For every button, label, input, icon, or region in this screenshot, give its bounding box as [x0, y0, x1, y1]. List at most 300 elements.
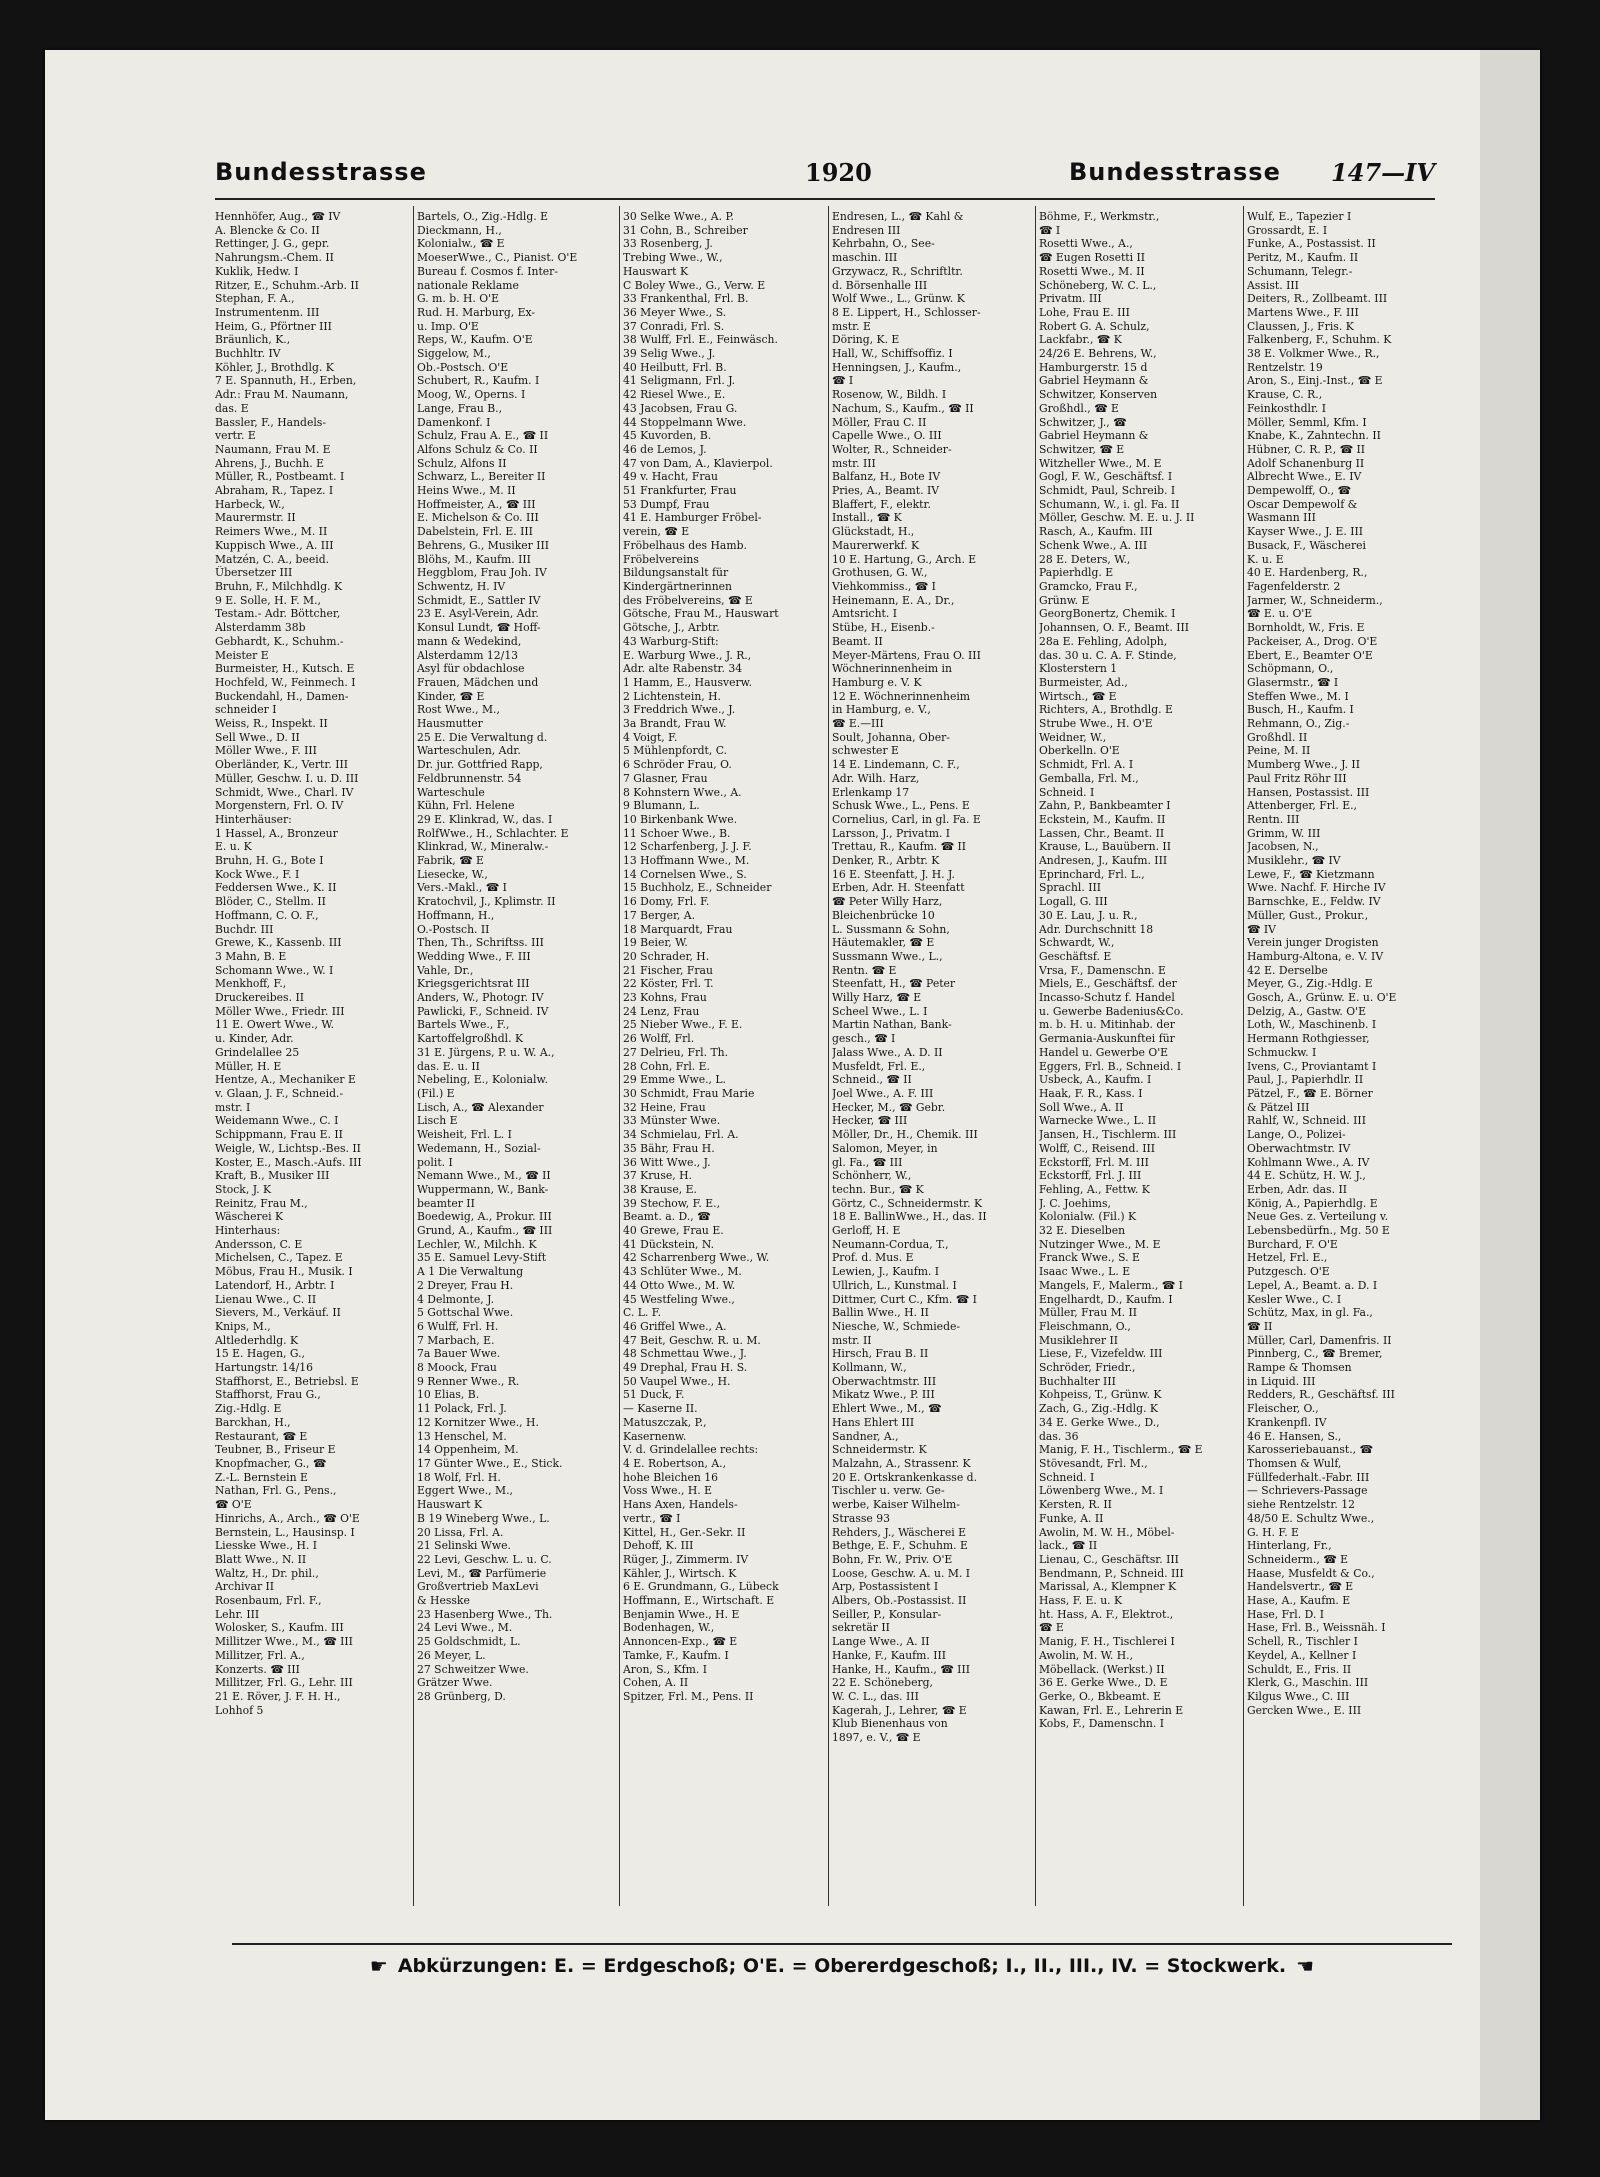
- directory-entry: Sievers, M., Verkäuf. II: [215, 1306, 341, 1320]
- directory-entry: Attenberger, Frl. E.,: [1247, 799, 1357, 813]
- directory-entry: Warteschulen, Adr.: [417, 744, 521, 758]
- directory-entry: Lewien, J., Kaufm. I: [832, 1265, 940, 1279]
- directory-entry: Niesche, W., Schmiede-: [832, 1319, 961, 1333]
- directory-entry: Gosch, A., Grünw. E. u. O'E: [1247, 991, 1397, 1005]
- directory-entry: 12 Kornitzer Wwe., H.: [417, 1415, 539, 1429]
- directory-entry: Bildungsanstalt für: [623, 566, 729, 580]
- directory-entry: C. L. F.: [623, 1306, 662, 1320]
- directory-entry: Millitzer, Frl. G., Lehr. III: [215, 1676, 353, 1690]
- directory-entry: Jarmer, W., Schneiderm.,: [1247, 593, 1383, 607]
- directory-entry: Kayser Wwe., J. E. III: [1247, 525, 1364, 539]
- directory-entry: Klosterstern 1: [1039, 662, 1118, 676]
- directory-entry: Reimers Wwe., M. II: [215, 525, 328, 539]
- directory-entry: Görtz, C., Schneidermstr. K: [832, 1196, 983, 1210]
- directory-entry: Steenfatt, H., ☎ Peter: [832, 977, 956, 991]
- directory-entry: Müller, Frau M. II: [1039, 1306, 1138, 1320]
- directory-entry: C Boley Wwe., G., Verw. E: [623, 278, 766, 292]
- directory-entry: 23 Kohns, Frau: [623, 991, 707, 1005]
- directory-entry: 2 Lichtenstein, H.: [623, 689, 721, 703]
- directory-entry: G. m. b. H. O'E: [417, 292, 499, 306]
- directory-entry: Kagerah, J., Lehrer, ☎ E: [832, 1703, 967, 1717]
- directory-entry: Reps, W., Kaufm. O'E: [417, 333, 533, 347]
- directory-entry: Rahlf, W., Schneid. III: [1247, 1114, 1366, 1128]
- directory-entry: Annoncen-Exp., ☎ E: [623, 1635, 738, 1649]
- directory-entry: Kindergärtnerinnen: [623, 579, 732, 593]
- directory-entry: Kratochvil, J., Kplimstr. II: [417, 895, 556, 909]
- directory-entry: Bornholdt, W., Fris. E: [1247, 621, 1365, 635]
- directory-entry: Lohhof 5: [215, 1703, 264, 1717]
- directory-entry: Zahn, P., Bankbeamter I: [1039, 799, 1171, 813]
- directory-entry: gesch., ☎ I: [832, 1032, 896, 1046]
- directory-entry: maschin. III: [832, 251, 898, 265]
- directory-entry: Buckendahl, H., Damen-: [215, 689, 349, 703]
- directory-entry: Lassen, Chr., Beamt. II: [1039, 826, 1165, 840]
- directory-entry: Gabriel Heymann &: [1039, 429, 1149, 443]
- directory-entry: Möller, Dr., H., Chemik. III: [832, 1128, 978, 1142]
- directory-entry: Hanke, F., Kaufm. III: [832, 1648, 947, 1662]
- column-divider: [619, 206, 620, 1906]
- directory-entry: Nathan, Frl. G., Pens.,: [215, 1484, 337, 1498]
- directory-entry: Schulz, Alfons II: [417, 456, 507, 470]
- directory-entry: Falkenberg, F., Schuhm. K: [1247, 333, 1392, 347]
- directory-entry: Adr. Wilh. Harz,: [832, 771, 920, 785]
- directory-entry: Putzgesch. O'E: [1247, 1265, 1330, 1279]
- directory-entry: Grätzer Wwe.: [417, 1676, 493, 1690]
- directory-entry: Seiller, P., Konsular-: [832, 1607, 942, 1621]
- directory-entry: Fröbelvereins: [623, 552, 699, 566]
- directory-entry: 20 Lissa, Frl. A.: [417, 1525, 504, 1539]
- directory-entry: Feldbrunnenstr. 54: [417, 771, 522, 785]
- directory-entry: 22 Levi, Geschw. L. u. C.: [417, 1552, 552, 1566]
- directory-entry: Möbellack. (Werkst.) II: [1039, 1662, 1165, 1676]
- directory-entry: 9 E. Solle, H. F. M.,: [215, 593, 321, 607]
- directory-entry: Hausmutter: [417, 717, 483, 731]
- directory-entry: Dieckmann, H.,: [417, 223, 502, 237]
- directory-entry: Müller, R., Postbeamt. I: [215, 470, 345, 484]
- directory-entry: Sandner, A.,: [832, 1429, 899, 1443]
- directory-entry: mstr. I: [215, 1100, 251, 1114]
- directory-entry: lack., ☎ II: [1039, 1539, 1098, 1553]
- directory-entry: in Hamburg, e. V.,: [832, 703, 931, 717]
- directory-entry: ☎ Peter Willy Harz,: [832, 895, 943, 909]
- directory-entry: 28 Cohn, Frl. E.: [623, 1059, 710, 1073]
- directory-entry: Adr. Durchschnitt 18: [1039, 922, 1154, 936]
- directory-entry: Füllfederhalt.-Fabr. III: [1247, 1470, 1370, 1484]
- directory-entry: 20 Schrader, H.: [623, 949, 710, 963]
- directory-entry: Hall, W., Schiffsoffiz. I: [832, 347, 953, 361]
- directory-entry: Pätzel, F., ☎ E. Börner: [1247, 1087, 1373, 1100]
- directory-entry: Larsson, J., Privatm. I: [832, 826, 951, 840]
- directory-entry: Mangels, F., Malerm., ☎ I: [1039, 1278, 1183, 1292]
- directory-entry: Gabriel Heymann &: [1039, 374, 1149, 388]
- directory-entry: Blöhs, M., Kaufm. III: [417, 552, 531, 566]
- directory-entry: 42 E. Derselbe: [1247, 963, 1328, 977]
- page-header: [215, 158, 1435, 196]
- directory-entry: V. d. Grindelallee rechts:: [623, 1443, 759, 1457]
- directory-entry: Moog, W., Operns. I: [417, 388, 526, 402]
- directory-entry: 21 E. Röver, J. F. H. H.,: [215, 1689, 341, 1703]
- directory-entry: Capelle Wwe., O. III: [832, 429, 942, 443]
- directory-entry: hohe Bleichen 16: [623, 1470, 718, 1484]
- directory-entry: Musiklehr., ☎ IV: [1247, 854, 1341, 868]
- directory-entry: 17 Berger, A.: [623, 908, 696, 922]
- directory-entry: Packeiser, A., Drog. O'E: [1247, 634, 1378, 648]
- directory-entry: K. u. E: [1247, 552, 1284, 566]
- directory-entry: nationale Reklame: [417, 278, 519, 292]
- directory-entry: 7 E. Spannuth, H., Erben,: [215, 374, 357, 388]
- directory-entry: Gebhardt, K., Schuhm.-: [215, 634, 344, 648]
- directory-entry: Matzén, C. A., beeid.: [215, 552, 330, 566]
- directory-entry: Kittel, H., Ger.-Sekr. II: [623, 1525, 746, 1539]
- directory-entry: 12 E. Wöchnerinnenheim: [832, 689, 971, 703]
- directory-entry: 33 Frankenthal, Frl. B.: [623, 292, 749, 306]
- directory-entry: Kehrbahn, O., See-: [832, 237, 935, 251]
- directory-entry: Knips, M.,: [215, 1319, 271, 1333]
- directory-entry: Liese, F., Vizefeldw. III: [1039, 1347, 1163, 1361]
- directory-entry: 15 Buchholz, E., Schneider: [623, 881, 772, 895]
- directory-entry: Schubert, R., Kaufm. I: [417, 374, 540, 388]
- pointing-hand-right-icon: ☚: [1296, 1954, 1315, 1978]
- directory-entry: Alsterdamm 12/13: [417, 648, 519, 662]
- directory-entry: Redders, R., Geschäftsf. III: [1247, 1388, 1395, 1402]
- directory-entry: Vrsa, F., Damenschn. E: [1039, 963, 1166, 977]
- directory-entry: Ebert, E., Beamter O'E: [1247, 648, 1373, 662]
- directory-entry: Sell Wwe., D. II: [215, 730, 300, 744]
- directory-entry: Kersten, R. II: [1039, 1498, 1112, 1512]
- directory-entry: Hamburg e. V. K: [832, 675, 922, 689]
- directory-entry: Blaffert, F., elektr.: [832, 497, 931, 511]
- directory-entry: 29 E. Klinkrad, W., das. I: [417, 812, 553, 826]
- directory-entry: Rosenow, W., Bildh. I: [832, 388, 947, 402]
- directory-entry: Alsterdamm 38b: [215, 621, 306, 635]
- directory-entry: (Fil.) E: [417, 1087, 455, 1100]
- directory-entry: Deiters, R., Zollbeamt. III: [1247, 292, 1388, 306]
- directory-entry: Hecker, ☎ III: [832, 1114, 908, 1128]
- directory-entry: 24 Lenz, Frau: [623, 1004, 700, 1018]
- directory-entry: Schwitzer, J., ☎: [1039, 415, 1127, 429]
- directory-entry: in Liquid. III: [1247, 1374, 1316, 1388]
- directory-entry: ☎ E.—III: [832, 717, 884, 731]
- directory-entry: 49 v. Hacht, Frau: [623, 470, 718, 484]
- directory-entry: Schneidermstr. K: [832, 1443, 927, 1457]
- directory-entry: Weidemann Wwe., C. I: [215, 1114, 339, 1128]
- directory-entry: Kinder, ☎ E: [417, 689, 485, 703]
- directory-entry: Paul, J., Papierhdlr. II: [1247, 1073, 1364, 1087]
- directory-entry: Salomon, Meyer, in: [832, 1141, 938, 1155]
- directory-entry: Barnschke, E., Feldw. IV: [1247, 895, 1381, 909]
- directory-entry: Kollmann, W.,: [832, 1361, 907, 1375]
- directory-entry: Löwenberg Wwe., M. I: [1039, 1484, 1164, 1498]
- directory-entry: Köhler, J., Brothdlg. K: [215, 360, 334, 374]
- directory-entry: das. 36: [1039, 1429, 1079, 1443]
- directory-entry: ☎ O'E: [215, 1498, 252, 1512]
- directory-entry: sekretär II: [832, 1621, 890, 1635]
- directory-entry: Kock Wwe., F. I: [215, 867, 300, 881]
- directory-entry: Schwitzer, ☎ E: [1039, 442, 1125, 456]
- directory-entry: Feddersen Wwe., K. II: [215, 881, 337, 895]
- directory-entry: Altlederhdlg. K: [215, 1333, 299, 1347]
- directory-entry: 18 Marquardt, Frau: [623, 922, 733, 936]
- directory-entry: Steffen Wwe., M. I: [1247, 689, 1349, 703]
- directory-entry: Bernstein, L., Hausinsp. I: [215, 1525, 355, 1539]
- directory-entry: Grewe, K., Kassenb. III: [215, 936, 342, 950]
- directory-entry: L. Sussmann & Sohn,: [832, 922, 950, 936]
- directory-entry: Schuldt, E., Fris. II: [1247, 1662, 1352, 1676]
- directory-entry: Jacobsen, N.,: [1247, 840, 1319, 854]
- directory-entry: 33 Rosenberg, J.: [623, 237, 713, 251]
- directory-entry: 44 Otto Wwe., M. W.: [623, 1278, 736, 1292]
- directory-entry: Hennhöfer, Aug., ☎ IV: [215, 210, 341, 223]
- directory-entry: — Schrievers-Passage: [1247, 1484, 1368, 1498]
- directory-entry: Assist. III: [1247, 278, 1299, 292]
- directory-entry: Hinterhäuser:: [215, 812, 292, 826]
- directory-entry: 17 Günter Wwe., E., Stick.: [417, 1456, 563, 1470]
- directory-entry: 40 E. Hardenberg, R.,: [1247, 566, 1368, 580]
- directory-entry: Weiss, R., Inspekt. II: [215, 717, 328, 731]
- directory-entry: Fehling, A., Fettw. K: [1039, 1182, 1150, 1196]
- directory-entry: Sussmann Wwe., L.,: [832, 949, 943, 963]
- directory-entry: Nachum, S., Kaufm., ☎ II: [832, 401, 974, 415]
- directory-entry: schwester E: [832, 744, 899, 758]
- directory-entry: techn. Bur., ☎ K: [832, 1182, 924, 1196]
- directory-entry: Manig, F. H., Tischlerm., ☎ E: [1039, 1443, 1203, 1457]
- directory-entry: Loth, W., Maschinenb. I: [1247, 1018, 1377, 1032]
- directory-entry: Andersson, C. E: [215, 1237, 303, 1251]
- directory-entry: Bendmann, P., Schneid. III: [1039, 1566, 1184, 1580]
- directory-entry: Peine, M. II: [1247, 744, 1311, 758]
- directory-entry: Bohn, Fr. W., Priv. O'E: [832, 1552, 953, 1566]
- directory-entry: Lackfabr., ☎ K: [1039, 333, 1122, 347]
- directory-entry: 7a Bauer Wwe.: [417, 1347, 501, 1361]
- directory-column-1: [215, 210, 411, 1910]
- directory-entry: Fleischmann, O.,: [1039, 1319, 1131, 1333]
- directory-entry: Eckstorff, Frl. M. III: [1039, 1155, 1149, 1169]
- directory-entry: Scheel Wwe., L. I: [832, 1004, 928, 1018]
- directory-entry: Eggert Wwe., M.,: [417, 1484, 513, 1498]
- directory-entry: 10 Elias, B.: [417, 1388, 480, 1402]
- directory-entry: 39 Stechow, F. E.,: [623, 1196, 721, 1210]
- directory-entry: Gramcko, Frau F.,: [1039, 579, 1138, 593]
- directory-entry: 6 Schröder Frau, O.: [623, 758, 732, 772]
- directory-entry: Bruhn, F., Milchhdlg. K: [215, 579, 343, 593]
- directory-entry: Lisch, A., ☎ Alexander: [417, 1100, 544, 1114]
- directory-entry: Hirsch, Frau B. II: [832, 1347, 929, 1361]
- directory-entry: Papierhdlg. E: [1039, 566, 1114, 580]
- directory-entry: Witzheller Wwe., M. E: [1039, 456, 1162, 470]
- directory-entry: Götsche, J., Arbtr.: [623, 621, 720, 635]
- directory-entry: Krause, C. R.,: [1247, 388, 1323, 402]
- directory-entry: Schmidt, Wwe., Charl. IV: [215, 785, 354, 799]
- directory-entry: Schneid., ☎ II: [832, 1073, 912, 1087]
- directory-entry: Z.-L. Bernstein E: [215, 1470, 308, 1484]
- directory-entry: Handelsvertr., ☎ E: [1247, 1580, 1354, 1594]
- directory-entry: v. Glaan, J. F., Schneid.-: [215, 1087, 344, 1100]
- directory-entry: Bruhn, H. G., Bote I: [215, 854, 324, 868]
- directory-entry: mstr. E: [832, 319, 871, 333]
- directory-entry: Barckhan, H.,: [215, 1415, 291, 1429]
- directory-entry: Waltz, H., Dr. phil.,: [215, 1566, 319, 1580]
- directory-entry: schneider I: [215, 703, 277, 717]
- directory-entry: 25 Goldschmidt, L.: [417, 1635, 521, 1649]
- directory-entry: O.-Postsch. II: [417, 922, 490, 936]
- directory-entry: 39 Selig Wwe., J.: [623, 347, 716, 361]
- directory-entry: Großhdl., ☎ E: [1039, 401, 1119, 415]
- column-divider: [1035, 206, 1036, 1906]
- directory-entry: Stock, J. K: [215, 1182, 272, 1196]
- directory-entry: Nutzinger Wwe., M. E: [1039, 1237, 1161, 1251]
- directory-entry: 9 Blumann, L.: [623, 799, 700, 813]
- directory-entry: 10 E. Hartung, G., Arch. E: [832, 552, 977, 566]
- directory-entry: Kohpeiss, T., Grünw. K: [1039, 1388, 1162, 1402]
- directory-entry: Mikatz Wwe., P. III: [832, 1388, 935, 1402]
- directory-entry: Kasernenw.: [623, 1429, 687, 1443]
- directory-entry: Archivar II: [215, 1580, 275, 1594]
- directory-entry: Dabelstein, Frl. E. III: [417, 525, 533, 539]
- directory-entry: Fagenfelderstr. 2: [1247, 579, 1341, 593]
- directory-entry: Adolf Schanenburg II: [1247, 456, 1365, 470]
- directory-entry: Schwarz, L., Bereiter II: [417, 470, 546, 484]
- directory-entry: Pinnberg, C., ☎ Bremer,: [1247, 1347, 1383, 1361]
- directory-entry: 44 Stoppelmann Wwe.: [623, 415, 747, 429]
- directory-entry: Jansen, H., Tischlerm. III: [1039, 1128, 1177, 1142]
- directory-entry: Knopfmacher, G., ☎: [215, 1456, 327, 1470]
- directory-entry: 50 Vaupel Wwe., H.: [623, 1374, 731, 1388]
- directory-entry: Kühn, Frl. Helene: [417, 799, 515, 813]
- directory-entry: Malzahn, A., Strassenr. K: [832, 1456, 971, 1470]
- directory-entry: Erben, Adr. H. Steenfatt: [832, 881, 965, 895]
- directory-entry: 51 Frankfurter, Frau: [623, 484, 737, 498]
- directory-entry: Bartels, O., Zig.-Hdlg. E: [417, 210, 549, 223]
- directory-entry: Schusk Wwe., L., Pens. E: [832, 799, 970, 813]
- directory-entry: Burchard, F. O'E: [1247, 1237, 1338, 1251]
- directory-entry: vertr. E: [215, 429, 256, 443]
- directory-entry: Rehmann, O., Zig.-: [1247, 717, 1350, 731]
- directory-entry: Pawlicki, F., Schneid. IV: [417, 1004, 549, 1018]
- directory-entry: 27 Delrieu, Frl. Th.: [623, 1045, 729, 1059]
- pointing-hand-left-icon: ☛: [369, 1954, 388, 1978]
- directory-entry: 38 Wulff, Frl. E., Feinwäsch.: [623, 333, 778, 347]
- directory-entry: Denker, R., Arbtr. K: [832, 854, 940, 868]
- directory-entry: 47 Beit, Geschw. R. u. M.: [623, 1333, 761, 1347]
- directory-entry: Trebing Wwe., W.,: [623, 251, 723, 265]
- directory-entry: Großvertrieb MaxLevi: [417, 1580, 539, 1594]
- directory-entry: Amtsricht. I: [832, 607, 897, 621]
- directory-entry: Fleischer, O.,: [1247, 1402, 1319, 1416]
- directory-entry: u. Imp. O'E: [417, 319, 479, 333]
- directory-entry: Wuppermann, W., Bank-: [417, 1182, 549, 1196]
- directory-entry: Böhme, F., Werkmstr.,: [1039, 210, 1160, 223]
- directory-entry: 26 Wolff, Frl.: [623, 1032, 695, 1046]
- directory-entry: Grossardt, E. I: [1247, 223, 1328, 237]
- directory-entry: Druckereibes. II: [215, 991, 304, 1005]
- directory-entry: Heinemann, E. A., Dr.,: [832, 593, 955, 607]
- directory-entry: Schmidt, Paul, Schreib. I: [1039, 484, 1176, 498]
- directory-entry: m. b. H. u. Mitinhab. der: [1039, 1018, 1175, 1032]
- street-heading-right: Bundesstrasse: [1069, 158, 1281, 186]
- directory-entry: Schumann, Telegr.-: [1247, 264, 1353, 278]
- directory-entry: 34 Schmielau, Frl. A.: [623, 1128, 739, 1142]
- directory-entry: Schippmann, Frau E. II: [215, 1128, 343, 1142]
- directory-entry: Funke, A. II: [1039, 1511, 1104, 1525]
- directory-entry: Schenk Wwe., A. III: [1039, 538, 1148, 552]
- directory-entry: Hinterlang, Fr.,: [1247, 1539, 1332, 1553]
- directory-entry: 49 Drephal, Frau H. S.: [623, 1361, 748, 1375]
- header-rule: [215, 198, 1435, 200]
- directory-entry: Matuszczak, P.,: [623, 1415, 707, 1429]
- directory-entry: Blatt Wwe., N. II: [215, 1552, 307, 1566]
- directory-entry: Eggers, Frl. B., Schneid. I: [1039, 1059, 1182, 1073]
- directory-entry: Dittmer, Curt C., Kfm. ☎ I: [832, 1292, 977, 1306]
- directory-entry: Buchhalter III: [1039, 1374, 1116, 1388]
- directory-entry: Wäscherei K: [215, 1210, 284, 1224]
- directory-entry: Anders, W., Photogr. IV: [417, 991, 544, 1005]
- directory-entry: MoeserWwe., C., Pianist. O'E: [417, 251, 578, 265]
- directory-entry: Nahrungsm.-Chem. II: [215, 251, 334, 265]
- directory-entry: Karosseriebauanst., ☎: [1247, 1443, 1373, 1457]
- directory-entry: Aron, S., Einj.-Inst., ☎ E: [1247, 374, 1383, 388]
- directory-entry: Möller, Geschw. M. E. u. J. II: [1039, 511, 1195, 525]
- directory-entry: ☎ IV: [1247, 922, 1276, 936]
- directory-entry: Glückstadt, H.,: [832, 525, 915, 539]
- directory-entry: Pries, A., Beamt. IV: [832, 484, 940, 498]
- directory-entry: 18 Wolf, Frl. H.: [417, 1470, 501, 1484]
- directory-entry: Busch, H., Kaufm. I: [1247, 703, 1354, 717]
- directory-column-2: [417, 210, 613, 1910]
- directory-entry: Adr. alte Rabenstr. 34: [623, 662, 743, 676]
- directory-entry: Incasso-Schutz f. Handel: [1039, 991, 1175, 1005]
- directory-entry: 44 E. Schütz, H. W. J.,: [1247, 1169, 1366, 1183]
- directory-entry: Lienau Wwe., C. II: [215, 1292, 317, 1306]
- directory-entry: Damenkonf. I: [417, 415, 491, 429]
- directory-entry: Tamke, F., Kaufm. I: [623, 1648, 729, 1662]
- directory-entry: 46 de Lemos, J.: [623, 442, 707, 456]
- directory-entry: Endresen, L., ☎ Kahl &: [832, 210, 964, 223]
- directory-entry: 3 Freddrich Wwe., J.: [623, 703, 736, 717]
- directory-entry: Bodenhagen, W.,: [623, 1621, 715, 1635]
- directory-entry: 31 Cohn, B., Schreiber: [623, 223, 748, 237]
- directory-entry: Hoffmann, C. O. F.,: [215, 908, 319, 922]
- directory-entry: Kohlmann Wwe., A. IV: [1247, 1155, 1370, 1169]
- directory-entry: Lange, Frau B.,: [417, 401, 502, 415]
- directory-entry: 24 Levi Wwe., M.: [417, 1621, 513, 1635]
- directory-entry: Hoffmeister, A., ☎ III: [417, 497, 536, 511]
- directory-entry: mstr. II: [832, 1333, 872, 1347]
- directory-entry: Grzywacz, R., Schriftltr.: [832, 264, 963, 278]
- directory-entry: 5 Mühlenpfordt, C.: [623, 744, 728, 758]
- directory-entry: Wolter, R., Schneider-: [832, 442, 952, 456]
- directory-entry: Gerke, O., Bkbeamt. E: [1039, 1689, 1162, 1703]
- directory-entry: Lange Wwe., A. II: [832, 1635, 930, 1649]
- directory-entry: Müller, Geschw. I. u. D. III: [215, 771, 359, 785]
- directory-entry: Feinkosthdlr. I: [1247, 401, 1327, 415]
- directory-entry: Schomann Wwe., W. I: [215, 963, 334, 977]
- directory-entry: Schönherr, W.,: [832, 1169, 912, 1183]
- directory-entry: Hase, Frl. D. I: [1247, 1607, 1325, 1621]
- directory-entry: Lepel, A., Beamt. a. D. I: [1247, 1278, 1378, 1292]
- directory-entry: Ob.-Postsch. O'E: [417, 360, 509, 374]
- directory-entry: Musfeldt, Frl. E.,: [832, 1059, 926, 1073]
- directory-entry: 6 E. Grundmann, G., Lübeck: [623, 1580, 779, 1594]
- directory-entry: Strasse 93: [832, 1511, 890, 1525]
- directory-entry: Awolin, M. W. H., Möbel-: [1039, 1525, 1175, 1539]
- directory-entry: Latendorf, H., Arbtr. I: [215, 1278, 335, 1292]
- directory-entry: Menkhoff, F.,: [215, 977, 287, 991]
- directory-entry: W. C. L., das. III: [832, 1689, 919, 1703]
- directory-entry: Häutemakler, ☎ E: [832, 936, 935, 950]
- directory-entry: Boedewig, A., Prokur. III: [417, 1210, 552, 1224]
- directory-entry: Hoffmann, H.,: [417, 908, 495, 922]
- directory-entry: Cornelius, Carl, in gl. Fa. E: [832, 812, 981, 826]
